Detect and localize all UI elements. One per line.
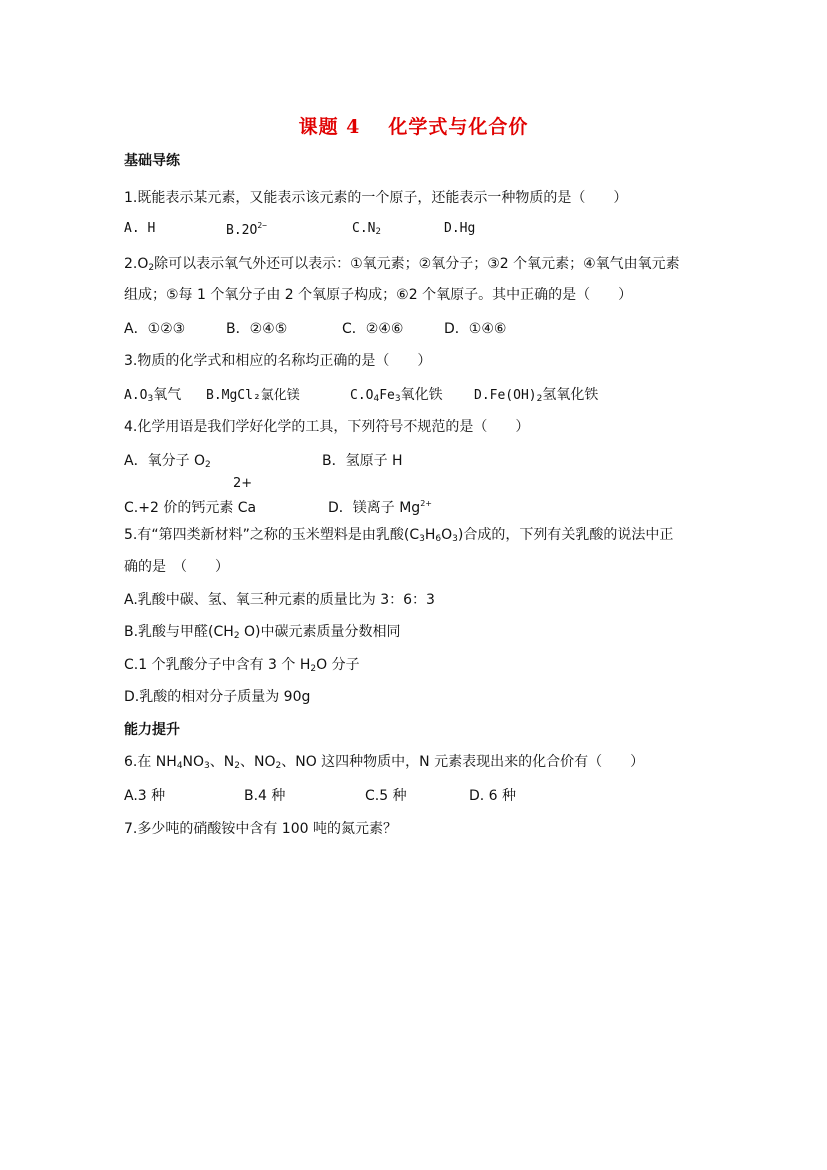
q4-option-c-valence: 2+ [233,476,253,491]
title-topic: 化学式与化合价 [388,116,529,138]
q5-option-c: C.1 个乳酸分子中含有 3 个 $H_2O$ 分子 [124,657,360,674]
q2-option-d: D．①④⑥ [444,321,507,337]
q4-option-b: B．氢原子 H [322,453,403,469]
q5-option-d: D.乳酸的相对分子质量为 90g [124,689,311,705]
q3-option-d: $D.Fe(OH)_2$氢氧化铁 [474,387,599,404]
q2-option-b: B．②④⑤ [226,321,288,337]
section-basic: 基础导练 [124,153,180,169]
q6-option-d: D. 6 种 [469,788,517,804]
title-lesson: 课题 4 [298,116,361,138]
q5-stem-line2: 确的是 （ ） [124,559,229,575]
q1-option-b: $B.2O^{2-}$ [226,221,267,238]
q5-stem-line1: 5.有“第四类新材料”之称的玉米塑料是由乳酸$(C_3H_6O_3)$合成的，下列有关乳酸的说法中正 [124,527,674,544]
q3-stem: 3.物质的化学式和相应的名称均正确的是（ ） [124,353,432,369]
q6-stem: 6.在 $NH_4NO_3$、$N_2$、$NO_2$、NO 这四种物质中，N 元素表现出来的化合价有（ ） [124,754,645,771]
q4-stem: 4.化学用语是我们学好化学的工具，下列符号不规范的是（ ） [124,419,530,435]
q2-option-c: C．②④⑥ [342,321,404,337]
q5-option-b: B.乳酸与甲醛($CH_2$ O)中碳元素质量分数相同 [124,624,401,641]
page-title [0,112,827,139]
q5-option-a: A.乳酸中碳、氢、氧三种元素的质量比为 3：6：3 [124,592,435,608]
q1-stem: 1.既能表示某元素，又能表示该元素的一个原子，还能表示一种物质的是（ ） [124,190,628,206]
section-advance: 能力提升 [124,722,180,738]
q1-option-d: D.Hg [444,221,476,236]
q3-option-c: $C.O_4Fe_3$氧化铁 [350,387,443,404]
q4-option-a: A．氧分子 $O_2$ [124,453,211,470]
q4-option-d: D．镁离子 $Mg^{2+}$ [328,499,432,516]
q1-option-a: A. H [124,221,156,236]
q2-stem-line1: $2.O_2$除可以表示氧气外还可以表示：①氧元素；②氧分子；③2 个氧元素；④氧气由氧元素 [124,256,680,273]
q3-option-a: $A.O_3$氧气 [124,387,182,404]
q1-option-c: $C.N_2$ [352,221,381,237]
q6-option-b: B.4 种 [244,788,286,804]
q3-option-b: B.MgCl₂氯化镁 [206,388,300,403]
q2-stem-line2: 组成；⑤每 1 个氧分子由 2 个氧原子构成；⑥2 个氧原子。其中正确的是（ ） [124,287,633,303]
q6-option-a: A.3 种 [124,788,166,804]
q7-stem: 7.多少吨的硝酸铵中含有 100 吨的氮元素？ [124,821,397,837]
q6-option-c: C.5 种 [365,788,407,804]
q2-option-a: A．①②③ [124,321,186,337]
q4-option-c: C.+2 价的钙元素 Ca [124,500,257,516]
